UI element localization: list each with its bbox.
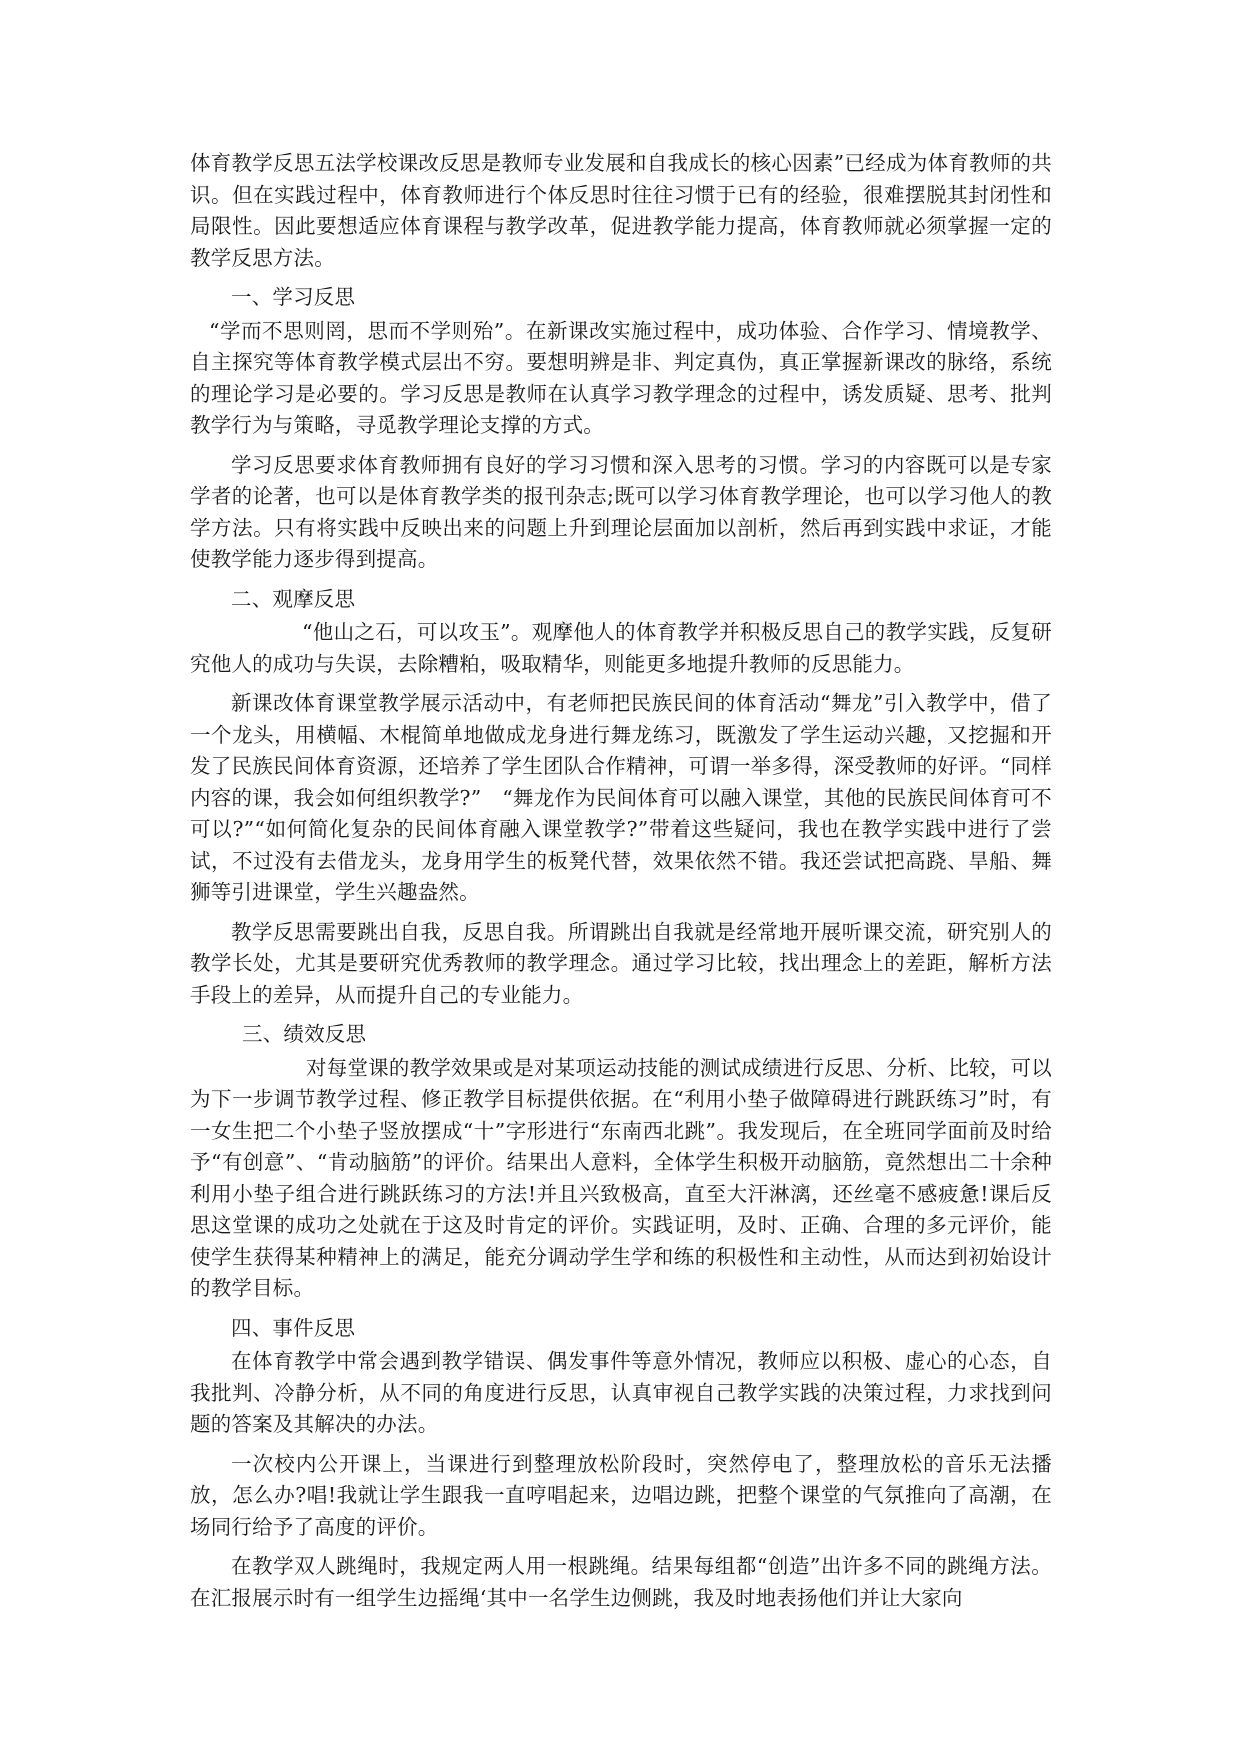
paragraph-observation-quote: “他山之石，可以攻玉”。观摩他人的体育教学并积极反思自己的教学实践，反复研究他人的成功与失误，去除糟粕，吸取精华，则能更多地提升教师的反思能力。 [190, 620, 1052, 676]
section-heading-learning-reflection: 一、学习反思 [231, 285, 356, 309]
paragraph-dragon-dance: 新课改体育课堂教学展示活动中，有老师把民族民间的体育活动“舞龙”引入教学中，借了一个龙头，用横幅、木棍简单地做成龙身进行舞龙练习，既激发了学生运动兴趣，又挖掘和开发了民族民间体育资源，还培养了学生团队合作精神，可谓一举多得，深受教师的好评。“同样内容的课，我会如何组织教学?” “舞龙作为民间体育可以融入课堂，其他的民族民间体育可不可以?”“如何简化复杂的民间体育融入课堂教学?”带着这些疑问，我也在教学实践中进行了尝试，不过没有去借龙头，龙身用学生的板凳代替，效果依然不错。我还尝试把高跷、旱船、舞狮等引进课堂，学生兴趣盎然。 [190, 691, 1052, 904]
paragraph-jump-out-self: 教学反思需要跳出自我，反思自我。所谓跳出自我就是经常地开展听课交流，研究别人的教学长处，尤其是要研究优秀教师的教学理念。通过学习比较，找出理念上的差距，解析方法手段上的差异，从而提升自己的专业能力。 [190, 919, 1052, 1007]
document-body [190, 148, 1052, 1622]
section-heading-event-reflection: 四、事件反思 [231, 1315, 356, 1340]
paragraph-double-rope: 在教学双人跳绳时，我规定两人用一根跳绳。结果每组都“创造”出许多不同的跳绳方法。在汇报展示时有一组学生边摇绳‘其中一名学生边侧跳，我及时地表扬他们并让大家向 [190, 1554, 1052, 1610]
paragraph-power-outage: 一次校内公开课上，当课进行到整理放松阶段时，突然停电了，整理放松的音乐无法播放，怎么办?唱!我就让学生跟我一直哼唱起来，边唱边跳，把整个课堂的气氛推向了高潮，在场同行给予了高度的评价。 [190, 1451, 1052, 1539]
paragraph-performance-mats: 对每堂课的教学效果或是对某项运动技能的测试成绩进行反思、分析、比较，可以为下一步调节教学过程、修正教学目标提供依据。在“利用小垫子做障碍进行跳跃练习”时，有一女生把二个小垫子竖放摆成“十”字形进行“东南西北跳”。我发现后，在全班同学面前及时给予“有创意”、“肯动脑筋”的评价。结果出人意料，全体学生积极开动脑筋，竟然想出二十余种利用小垫子组合进行跳跃练习的方法!并且兴致极高，直至大汗淋漓，还丝毫不感疲惫!课后反思这堂课的成功之处就在于这及时肯定的评价。实践证明，及时、正确、合理的多元评价，能使学生获得某种精神上的满足，能充分调动学生学和练的积极性和主动性，从而达到初始设计的教学目标。 [190, 1055, 1052, 1300]
intro-paragraph: 体育教学反思五法学校课改反思是教师专业发展和自我成长的核心因素”已经成为体育教师的共识。但在实践过程中，体育教师进行个体反思时往往习惯于已有的经验，很难摆脱其封闭性和局限性。因此要想适应体育课程与教学改革，促进教学能力提高，体育教师就必须掌握一定的教学反思方法。 [190, 151, 1052, 270]
paragraph-event-errors: 在体育教学中常会遇到教学错误、偶发事件等意外情况，教师应以积极、虚心的心态，自我批判、冷静分析，从不同的角度进行反思，认真审视自己教学实践的决策过程，力求找到问题的答案及其解决的办法。 [190, 1349, 1052, 1436]
paragraph-learning-habits: 学习反思要求体育教师拥有良好的学习习惯和深入思考的习惯。学习的内容既可以是专家学者的论著，也可以是体育教学类的报刊杂志;既可以学习体育教学理论，也可以学习他人的教学方法。只有将实践中反映出来的问题上升到理论层面加以剖析，然后再到实践中求证，才能使教学能力逐步得到提高。 [190, 452, 1052, 571]
paragraph-learning-quote: “学而不思则罔，思而不学则殆”。在新课改实施过程中，成功体验、合作学习、情境教学、自主探究等体育教学模式层出不穷。要想明辨是非、判定真伪，真正掌握新课改的脉络，系统的理论学习是必要的。学习反思是教师在认真学习教学理念的过程中，诱发质疑、思考、批判教学行为与策略，寻觅教学理论支撑的方式。 [190, 318, 1052, 437]
section-heading-performance-reflection: 三、绩效反思 [242, 1022, 367, 1046]
section-heading-observation-reflection: 二、观摩反思 [231, 586, 356, 611]
